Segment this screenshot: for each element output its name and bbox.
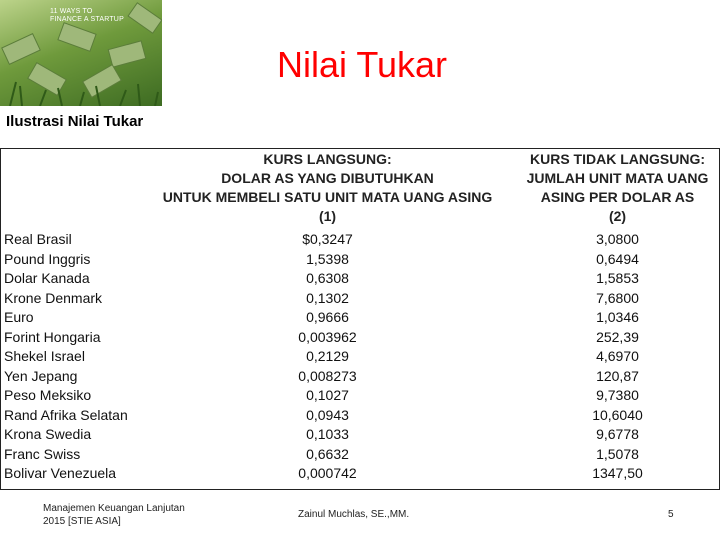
logo-line-1: 11 WAYS TO — [50, 8, 93, 15]
indirect-rate: 10,6040 — [592, 406, 643, 423]
table-row — [0, 406, 720, 426]
currency-name: Krone Denmark — [4, 289, 103, 306]
currency-name: Krona Swedia — [4, 426, 92, 442]
currency-name: Real Brasil — [4, 231, 72, 247]
header-direct-line-4: (1) — [318, 208, 337, 224]
direct-rate: 0,2129 — [306, 348, 349, 364]
indirect-rate: 1,5853 — [596, 270, 639, 286]
indirect-rate: 9,6778 — [596, 426, 639, 442]
table-row — [0, 308, 720, 328]
logo-line-2: FINANCE A STARTUP — [50, 16, 124, 23]
currency-name: Peso Meksiko — [4, 387, 92, 403]
table-row — [0, 445, 720, 465]
table-row — [0, 289, 720, 309]
indirect-rate: 252,39 — [596, 328, 639, 345]
indirect-rate: 4,6970 — [596, 348, 639, 364]
direct-rate: 0,1302 — [306, 289, 349, 306]
direct-rate: 0,0943 — [306, 406, 349, 423]
header-direct-line-3: UNTUK MEMBELI SATU UNIT MATA UANG ASING — [162, 189, 493, 205]
footer-course — [43, 502, 185, 528]
indirect-rate: 120,87 — [596, 367, 639, 384]
page-number: 5 — [668, 509, 674, 520]
footer-author: Zainul Muchlas, SE.,MM. — [298, 509, 410, 520]
direct-rate: 0,6632 — [306, 445, 349, 462]
indirect-rate: 9,7380 — [596, 387, 639, 403]
table-row — [0, 386, 720, 406]
currency-name: Euro — [4, 309, 34, 325]
direct-rate: $0,3247 — [302, 231, 353, 247]
direct-rate: 0,1027 — [306, 387, 349, 403]
indirect-rate: 3,0800 — [596, 231, 639, 247]
currency-name: Shekel Israel — [4, 348, 85, 364]
indirect-rate: 1,5078 — [596, 445, 639, 462]
table-row — [0, 425, 720, 445]
header-direct-rate — [140, 150, 515, 226]
slide-subtitle: Ilustrasi Nilai Tukar — [6, 113, 144, 130]
footer-course-line-2: 2015 [STIE ASIA] — [43, 516, 121, 527]
currency-name: Rand Afrika Selatan — [4, 406, 128, 423]
indirect-rate: 7,6800 — [596, 289, 639, 306]
header-indirect-line-1: KURS TIDAK LANGSUNG: — [530, 151, 705, 167]
table-row — [0, 367, 720, 387]
currency-name: Forint Hongaria — [4, 328, 101, 345]
header-indirect-line-2: JUMLAH UNIT MATA UANG — [526, 170, 709, 186]
header-indirect-rate — [510, 150, 720, 226]
direct-rate: 0,6308 — [306, 270, 349, 286]
table-row — [0, 230, 720, 250]
currency-name: Bolivar Venezuela — [4, 465, 117, 481]
slide-title: Nilai Tukar — [276, 44, 448, 85]
currency-name: Pound Inggris — [4, 250, 91, 267]
logo-caption — [50, 8, 124, 24]
table-row — [0, 328, 720, 348]
header-direct-line-2: DOLAR AS YANG DIBUTUHKAN — [221, 170, 434, 186]
table-row — [0, 250, 720, 270]
direct-rate: 1,5398 — [306, 250, 349, 267]
direct-rate: 0,003962 — [298, 328, 357, 345]
direct-rate: 0,008273 — [298, 367, 357, 384]
header-indirect-line-4: (2) — [608, 208, 627, 224]
table-row — [0, 464, 720, 484]
table-top-border — [0, 148, 720, 149]
indirect-rate: 1,0346 — [596, 309, 639, 325]
footer-course-line-1: Manajemen Keuangan Lanjutan — [43, 503, 185, 514]
header-direct-line-1: KURS LANGSUNG: — [263, 151, 392, 167]
exchange-rate-table — [0, 148, 720, 490]
header-indirect-line-3: ASING PER DOLAR AS — [540, 189, 695, 205]
table-row — [0, 347, 720, 367]
currency-name: Franc Swiss — [4, 445, 81, 462]
table-row — [0, 269, 720, 289]
indirect-rate: 0,6494 — [596, 250, 639, 267]
direct-rate: 0,9666 — [306, 309, 349, 325]
direct-rate: 0,1033 — [306, 426, 349, 442]
currency-name: Yen Jepang — [4, 367, 78, 384]
direct-rate: 0,000742 — [298, 465, 357, 481]
table-bottom-border — [0, 489, 720, 490]
currency-name: Dolar Kanada — [4, 270, 90, 286]
indirect-rate: 1347,50 — [592, 465, 643, 481]
